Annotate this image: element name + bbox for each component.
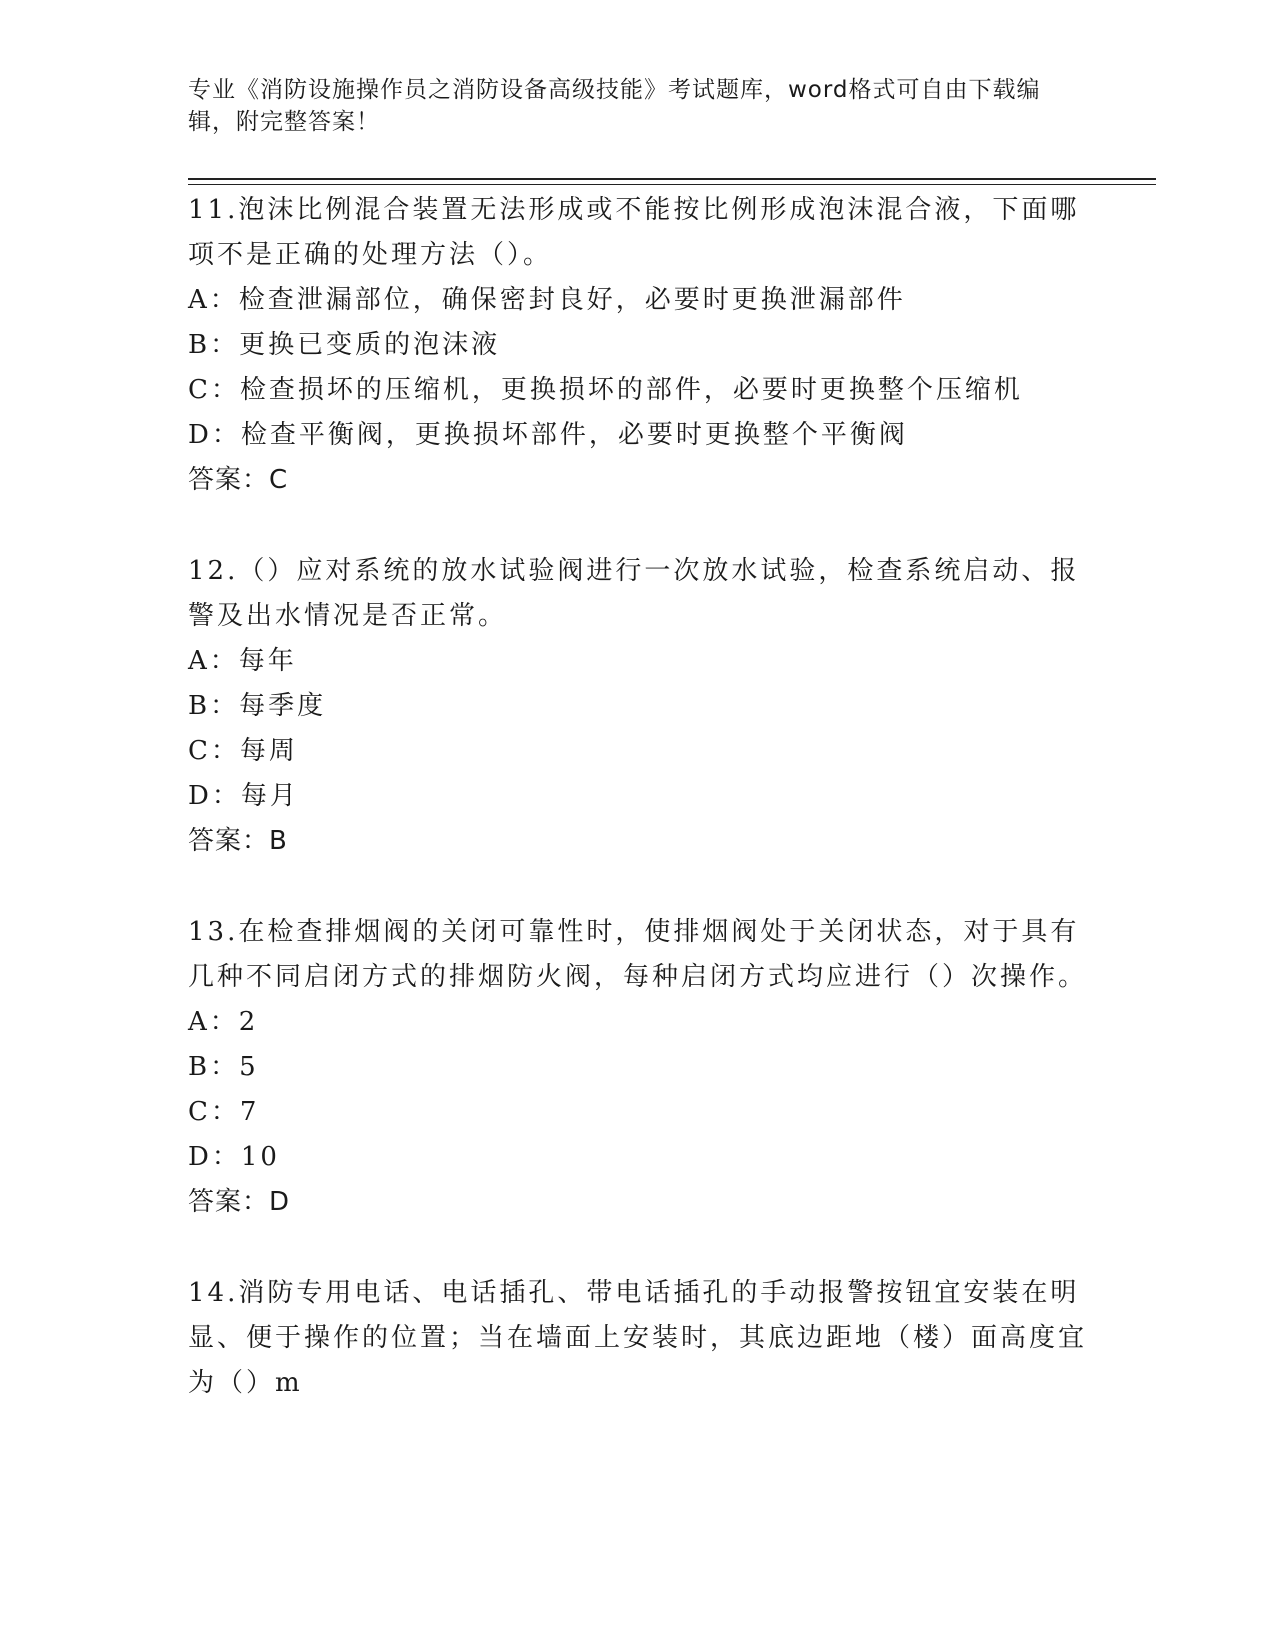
option-d: D：每月: [188, 781, 299, 811]
answer-line: 答案：D: [188, 1187, 291, 1217]
option-c: C：检查损坏的压缩机，更换损坏的部件，必要时更换整个压缩机: [188, 375, 1023, 405]
question-13: [188, 910, 1088, 1225]
option-a: A：2: [188, 1007, 259, 1037]
option-a: A：每年: [188, 646, 297, 676]
question-11: [188, 188, 1088, 503]
question-stem: 11.泡沫比例混合装置无法形成或不能按比例形成泡沫混合液，下面哪项不是正确的处理方法（）。: [188, 195, 1080, 270]
question-stem: 12.（）应对系统的放水试验阀进行一次放水试验，检查系统启动、报警及出水情况是否正常。: [188, 556, 1080, 631]
question-list: [188, 188, 1088, 1452]
option-a: A：检查泄漏部位，确保密封良好，必要时更换泄漏部件: [188, 285, 906, 315]
option-d: D：10: [188, 1142, 280, 1172]
option-c: C：每周: [188, 736, 298, 766]
header-divider-thick: [188, 178, 1156, 180]
question-stem: 14.消防专用电话、电话插孔、带电话插孔的手动报警按钮宜安装在明显、便于操作的位置；当在墙面上安装时，其底边距地（楼）面高度宜为（）m: [188, 1278, 1088, 1398]
option-c: C：7: [188, 1097, 260, 1127]
question-12: [188, 549, 1088, 864]
option-b: B：更换已变质的泡沫液: [188, 330, 501, 360]
answer-line: 答案：C: [188, 465, 289, 495]
option-d: D：检查平衡阀，更换损坏部件，必要时更换整个平衡阀: [188, 420, 908, 450]
question-14: [188, 1271, 1088, 1406]
question-stem: 13.在检查排烟阀的关闭可靠性时，使排烟阀处于关闭状态，对于具有几种不同启闭方式的排烟防火阀，每种启闭方式均应进行（）次操作。: [188, 917, 1088, 992]
header-divider-thin: [188, 184, 1156, 185]
answer-line: 答案：B: [188, 826, 288, 856]
option-b: B：5: [188, 1052, 259, 1082]
document-header: 专业《消防设施操作员之消防设备高级技能》考试题库，word格式可自由下载编辑，附完整答案！: [188, 77, 1041, 135]
option-b: B：每季度: [188, 691, 327, 721]
